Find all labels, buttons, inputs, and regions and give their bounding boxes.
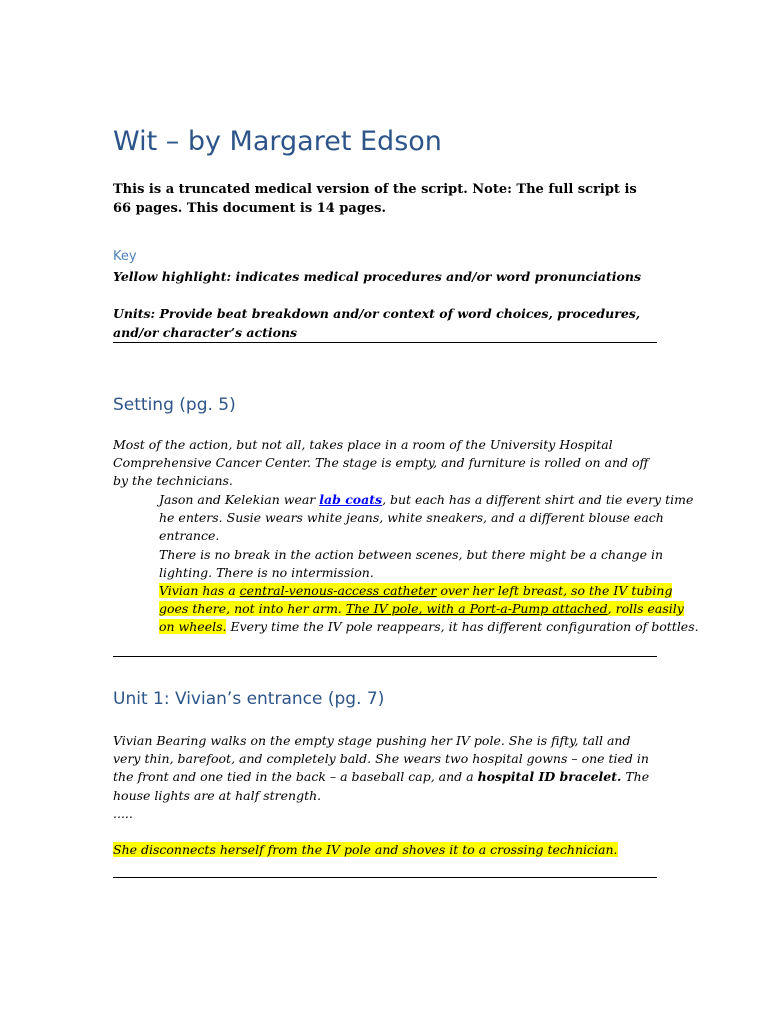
highlight-underlined-text: central-venous-access catheter: [239, 583, 437, 598]
setting-paragraph-4-tail: Every time the IV pole reappears, it has different configuration of bottles.: [226, 619, 699, 635]
hospital-id-bracelet-term: hospital ID bracelet.: [477, 769, 622, 785]
key-highlight-note: Yellow highlight: indicates medical procedures and/or word pronunciations: [113, 269, 641, 284]
setting-paragraph-2-end: , but each has a different shirt and tie every time he enters. Susie wears white jeans, white sneakers, and a different blouse each entrance.: [159, 492, 694, 544]
highlight-underlined-text: The IV pole, with a Port-a-Pump attached: [345, 601, 608, 617]
unit1-paragraph-2: [113, 841, 657, 859]
setting-paragraph-3: There is no break in the action between scenes, but there might be a change in lighting. There is no intermission.: [159, 547, 664, 581]
setting-paragraph-2: [113, 491, 703, 546]
setting-heading: Setting (pg. 5): [113, 395, 236, 415]
divider-key: [113, 342, 657, 343]
setting-paragraph-2-start: Jason and Kelekian wear: [159, 492, 320, 507]
key-units-note: Units: Provide beat breakdown and/or context of word choices, procedures, and/or character’s actions: [113, 306, 641, 340]
highlight-text: She disconnects herself from the IV pole and shoves it to a crossing technician.: [113, 842, 618, 857]
unit1-ellipsis: .....: [113, 806, 133, 821]
intro-note: This is a truncated medical version of the script. Note: The full script is 66 pages. This document is 14 pages.: [113, 182, 637, 216]
highlight-text: Vivian has a: [159, 583, 240, 598]
highlight-text: over her left breast, so the IV tubing goes there, not into her arm.: [159, 583, 673, 617]
unit1-heading: Unit 1: Vivian’s entrance (pg. 7): [113, 689, 385, 709]
setting-paragraph-1: Most of the action, but not all, takes place in a room of the University Hospital Comprehensive Cancer Center. The stage is empty, and furniture is rolled on and off by the technicians.: [113, 437, 649, 489]
divider-setting: [113, 656, 657, 657]
lab-coats-link[interactable]: lab coats: [319, 492, 383, 507]
divider-unit1: [113, 877, 657, 878]
document-title: Wit – by Margaret Edson: [113, 126, 442, 157]
highlight-text: , rolls easily on wheels.: [159, 601, 684, 635]
unit1-paragraph-1-end: The house lights are at half strength.: [113, 769, 650, 803]
unit1-paragraph-1-start: Vivian Bearing walks on the empty stage pushing her IV pole. She is fifty, tall and very thin, barefoot, and completely bald. She wears two hospital gowns – one tied in the front and one tied in the back – a baseball cap, and a: [113, 733, 649, 785]
unit1-paragraph-1: [113, 732, 657, 805]
setting-paragraph-4: [113, 582, 703, 637]
key-heading: Key: [113, 249, 137, 264]
